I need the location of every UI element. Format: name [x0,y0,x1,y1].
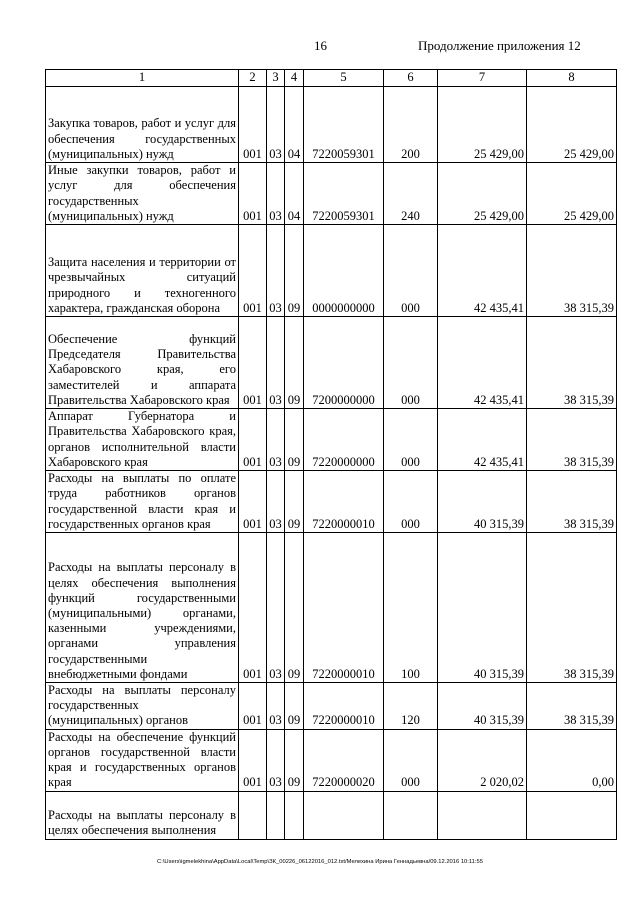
expense-type-cell: 100 [384,533,438,683]
subsection-code-cell [285,791,304,839]
expense-type-cell: 240 [384,163,438,225]
expense-type-cell: 120 [384,683,438,730]
table-body [46,87,617,840]
section-code-cell: 03 [267,683,285,730]
expense-type-cell: 000 [384,225,438,317]
amount-cell: 42 435,41 [438,409,527,471]
target-article-cell: 7220000010 [304,533,384,683]
amount-cell: 25 429,00 [527,87,617,163]
expense-type-cell: 000 [384,317,438,409]
amount-cell: 42 435,41 [438,317,527,409]
subsection-code-cell: 09 [285,729,304,791]
subsection-code-cell: 09 [285,225,304,317]
amount-cell: 40 315,39 [438,683,527,730]
section-code-cell: 03 [267,729,285,791]
column-header: 1 [46,70,239,87]
ministry-code-cell: 001 [239,729,267,791]
section-code-cell: 03 [267,471,285,533]
subsection-code-cell: 09 [285,683,304,730]
column-header: 5 [304,70,384,87]
target-article-cell: 7220000010 [304,683,384,730]
expense-type-cell: 000 [384,729,438,791]
section-code-cell: 03 [267,317,285,409]
table-row [46,317,617,409]
row-name-cell: Расходы на выплаты персоналу государственных (муниципальных) органов [46,683,239,730]
amount-cell [438,791,527,839]
amount-cell: 38 315,39 [527,317,617,409]
table-row [46,471,617,533]
target-article-cell: 7220059301 [304,163,384,225]
target-article-cell: 7220000000 [304,409,384,471]
amount-cell: 38 315,39 [527,533,617,683]
budget-table [45,69,617,840]
target-article-cell: 7220000020 [304,729,384,791]
table-row [46,225,617,317]
expense-type-cell [384,791,438,839]
target-article-cell [304,791,384,839]
table-row [46,533,617,683]
amount-cell [527,791,617,839]
amount-cell: 25 429,00 [438,87,527,163]
column-header: 4 [285,70,304,87]
amount-cell: 40 315,39 [438,533,527,683]
row-name-cell: Закупка товаров, работ и услуг для обеспечения государственных (муниципальных) нужд [46,87,239,163]
row-name-cell: Расходы на выплаты по оплате труда работников органов государственной власти края и государственных органов края [46,471,239,533]
section-code-cell [267,791,285,839]
ministry-code-cell: 001 [239,317,267,409]
ministry-code-cell: 001 [239,409,267,471]
table-row [46,683,617,730]
ministry-code-cell: 001 [239,471,267,533]
target-article-cell: 7200000000 [304,317,384,409]
amount-cell: 2 020,02 [438,729,527,791]
ministry-code-cell: 001 [239,683,267,730]
table-row [46,409,617,471]
footer-file-path: C:\Users\igmelekhina\AppData\Local\Temp\ЗК_00226_06122016_012.txt/Мелехина Ирина Геннадьевна/09.12.2016 10:11:55 [157,859,483,865]
row-name-cell: Расходы на обеспечение функций органов государственной власти края и государственных органов края [46,729,239,791]
appendix-continuation-title: Продолжение приложения 12 [418,38,581,53]
ministry-code-cell: 001 [239,225,267,317]
amount-cell: 42 435,41 [438,225,527,317]
subsection-code-cell: 09 [285,409,304,471]
table-row [46,163,617,225]
ministry-code-cell: 001 [239,87,267,163]
section-code-cell: 03 [267,533,285,683]
expense-type-cell: 000 [384,471,438,533]
amount-cell: 38 315,39 [527,683,617,730]
amount-cell: 40 315,39 [438,471,527,533]
row-name-cell: Расходы на выплаты персоналу в целях обеспечения выполнения [46,791,239,839]
section-code-cell: 03 [267,409,285,471]
amount-cell: 38 315,39 [527,409,617,471]
table-row [46,729,617,791]
section-code-cell: 03 [267,225,285,317]
target-article-cell: 7220000010 [304,471,384,533]
section-code-cell: 03 [267,87,285,163]
column-header: 2 [239,70,267,87]
column-header: 7 [438,70,527,87]
target-article-cell: 0000000000 [304,225,384,317]
subsection-code-cell: 09 [285,533,304,683]
expense-type-cell: 200 [384,87,438,163]
subsection-code-cell: 09 [285,471,304,533]
amount-cell: 38 315,39 [527,225,617,317]
table-header-row [46,70,617,87]
target-article-cell: 7220059301 [304,87,384,163]
section-code-cell: 03 [267,163,285,225]
ministry-code-cell: 001 [239,533,267,683]
subsection-code-cell: 04 [285,87,304,163]
ministry-code-cell [239,791,267,839]
amount-cell: 0,00 [527,729,617,791]
row-name-cell: Расходы на выплаты персоналу в целях обеспечения выполнения функций государственными (муниципальными) органами, казенными учреждениями, органами управления государственными внебюджетными фондами [46,533,239,683]
row-name-cell: Аппарат Губернатора и Правительства Хабаровского края, органов исполнительной власти Хабаровского края [46,409,239,471]
subsection-code-cell: 09 [285,317,304,409]
row-name-cell: Обеспечение функций Председателя Правительства Хабаровского края, его заместителей и аппарата Правительства Хабаровского края [46,317,239,409]
column-header: 3 [267,70,285,87]
column-header: 6 [384,70,438,87]
column-header: 8 [527,70,617,87]
table-row [46,791,617,839]
subsection-code-cell: 04 [285,163,304,225]
table-row [46,87,617,163]
row-name-cell: Защита населения и территории от чрезвычайных ситуаций природного и техногенного характера, гражданская оборона [46,225,239,317]
expense-type-cell: 000 [384,409,438,471]
ministry-code-cell: 001 [239,163,267,225]
amount-cell: 38 315,39 [527,471,617,533]
row-name-cell: Иные закупки товаров, работ и услуг для обеспечения государственных (муниципальных) нужд [46,163,239,225]
amount-cell: 25 429,00 [527,163,617,225]
page-number: 16 [314,38,327,53]
amount-cell: 25 429,00 [438,163,527,225]
